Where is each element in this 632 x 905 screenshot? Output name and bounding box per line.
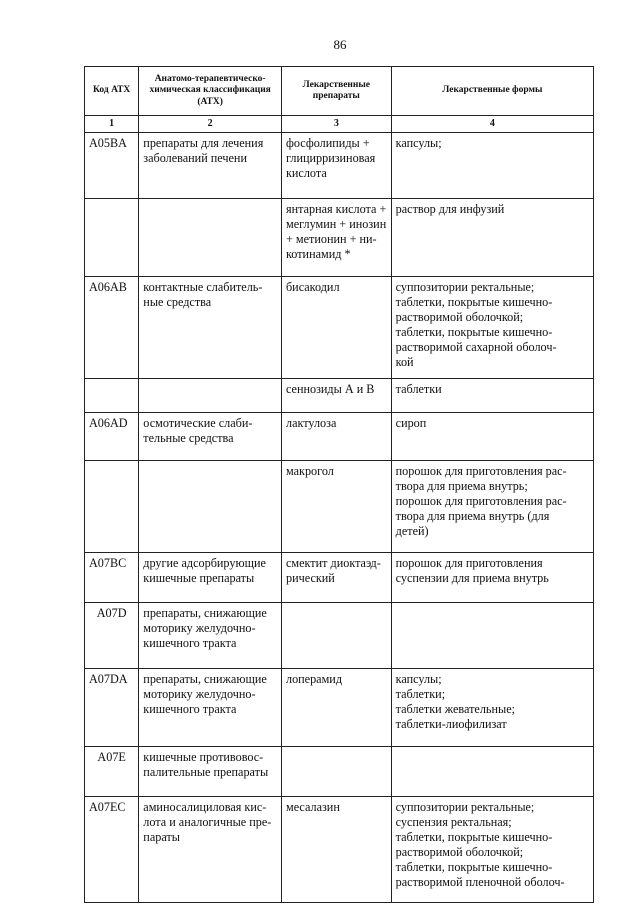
cell-text-line: таблетки жевательные;: [395, 702, 515, 716]
cell-text-line: таблетки: [395, 382, 442, 396]
cell-text-line: раствор для инфузий: [395, 202, 505, 216]
cell-text-line: порошок для приготовления рас-: [395, 494, 567, 508]
cell-text-line: аминосалициловая кис-: [143, 800, 267, 814]
cell-text-line: ные средства: [143, 295, 212, 309]
page-number: 86: [333, 37, 347, 52]
drug-cell: [281, 603, 391, 669]
column-number-row: [85, 116, 594, 133]
atc-classification-cell: [139, 669, 282, 747]
dosage-form-cell: [391, 133, 593, 199]
cell-text-line: лоперамид: [285, 672, 343, 686]
cell-text-line: кишечного тракта: [143, 636, 237, 650]
atc-classification-cell: [139, 603, 282, 669]
column-number: 2: [139, 116, 282, 133]
atc-drug-table: [84, 66, 594, 903]
dosage-form-cell: [391, 461, 593, 553]
column-number: 3: [281, 116, 391, 133]
cell-text-line: капсулы;: [395, 672, 442, 686]
drug-cell: [281, 797, 391, 903]
header-atc-classification: Анатомо-терапевтическо-химическая классификация (АТХ): [139, 67, 282, 116]
cell-text-line: растворимой оболочкой;: [395, 310, 524, 324]
cell-text-line: лактулоза: [285, 416, 337, 430]
cell-text-line: смектит диоктаэд-: [285, 556, 381, 570]
dosage-form-cell: [391, 553, 593, 603]
cell-text-line: суппозитории ректальные;: [395, 280, 535, 294]
cell-text-line: котинамид *: [285, 247, 351, 261]
drug-cell: [281, 277, 391, 379]
cell-text-line: параты: [143, 830, 180, 844]
cell-text-line: суспензия ректальная;: [395, 815, 512, 829]
cell-text-line: таблетки, покрытые кишечно-: [395, 325, 553, 339]
cell-text-line: капсулы;: [395, 136, 442, 150]
drug-cell: [281, 553, 391, 603]
atc-code-cell: A07E: [85, 747, 139, 797]
header-dosage-forms: Лекарственные формы: [391, 67, 593, 116]
table-row: [85, 797, 594, 903]
cell-text-line: рический: [285, 571, 335, 585]
cell-text-line: таблетки-лиофилизат: [395, 717, 507, 731]
table-row: [85, 413, 594, 461]
drug-cell: [281, 133, 391, 199]
column-number: 1: [85, 116, 139, 133]
cell-text-line: препараты для лечения: [143, 136, 264, 150]
atc-code-cell: [85, 199, 139, 277]
atc-code-cell: A06AD: [85, 413, 139, 461]
atc-code-cell: [85, 379, 139, 413]
cell-text-line: месалазин: [285, 800, 340, 814]
header-drugs: Лекарственные препараты: [281, 67, 391, 116]
dosage-form-cell: [391, 797, 593, 903]
atc-classification-cell: [139, 413, 282, 461]
dosage-form-cell: [391, 379, 593, 413]
atc-classification-cell: [139, 199, 282, 277]
atc-classification-cell: [139, 277, 282, 379]
column-number: 4: [391, 116, 593, 133]
dosage-form-cell: [391, 669, 593, 747]
atc-classification-cell: [139, 379, 282, 413]
cell-text-line: глицирризиновая: [285, 151, 376, 165]
atc-code-cell: A07DA: [85, 669, 139, 747]
cell-text-line: твора для приема внутрь (для: [395, 509, 550, 523]
cell-text-line: порошок для приготовления: [395, 556, 543, 570]
cell-text-line: меглумин + инозин: [285, 217, 387, 231]
atc-classification-cell: [139, 747, 282, 797]
cell-text-line: суппозитории ректальные;: [395, 800, 535, 814]
atc-code-cell: A07D: [85, 603, 139, 669]
atc-code-cell: A05BA: [85, 133, 139, 199]
dosage-form-cell: [391, 603, 593, 669]
drug-cell: [281, 461, 391, 553]
atc-code-cell: [85, 461, 139, 553]
cell-text-line: фосфолипиды +: [285, 136, 370, 150]
table-row: [85, 379, 594, 413]
table-row: [85, 553, 594, 603]
drug-cell: [281, 669, 391, 747]
cell-text-line: таблетки, покрытые кишечно-: [395, 830, 553, 844]
cell-text-line: кислота: [285, 166, 327, 180]
cell-text-line: бисакодил: [285, 280, 340, 294]
drug-cell: [281, 199, 391, 277]
cell-text-line: другие адсорбирующие: [143, 556, 266, 570]
drug-cell: [281, 413, 391, 461]
cell-text-line: таблетки, покрытые кишечно-: [395, 860, 553, 874]
cell-text-line: янтарная кислота +: [285, 202, 387, 216]
atc-classification-cell: [139, 797, 282, 903]
cell-text-line: твора для приема внутрь;: [395, 479, 528, 493]
atc-code-cell: A07BC: [85, 553, 139, 603]
cell-text-line: растворимой пленочной оболоч-: [395, 875, 565, 889]
header-atc-code: Код АТХ: [85, 67, 139, 116]
table-row: [85, 747, 594, 797]
atc-classification-cell: [139, 133, 282, 199]
table-body: [85, 133, 594, 903]
cell-text-line: контактные слабитель-: [143, 280, 263, 294]
dosage-form-cell: [391, 199, 593, 277]
cell-text-line: сеннозиды А и В: [285, 382, 375, 396]
cell-text-line: макрогол: [285, 464, 334, 478]
atc-code-cell: A06AB: [85, 277, 139, 379]
cell-text-line: моторику желудочно-: [143, 687, 256, 701]
cell-text-line: суспензии для приема внутрь: [395, 571, 549, 585]
cell-text-line: растворимой сахарной оболоч-: [395, 340, 557, 354]
cell-text-line: препараты, снижающие: [143, 672, 267, 686]
cell-text-line: кишечного тракта: [143, 702, 237, 716]
dosage-form-cell: [391, 413, 593, 461]
cell-text-line: кишечные противовос-: [143, 750, 264, 764]
table-row: [85, 133, 594, 199]
cell-text-line: таблетки;: [395, 687, 446, 701]
table-row: [85, 199, 594, 277]
table-row: [85, 603, 594, 669]
table-row: [85, 669, 594, 747]
cell-text-line: лота и аналогичные пре-: [143, 815, 272, 829]
atc-classification-cell: [139, 553, 282, 603]
cell-text-line: детей): [395, 524, 429, 538]
drug-cell: [281, 379, 391, 413]
cell-text-line: моторику желудочно-: [143, 621, 256, 635]
cell-text-line: растворимой оболочкой;: [395, 845, 524, 859]
cell-text-line: заболеваний печени: [143, 151, 247, 165]
dosage-form-cell: [391, 747, 593, 797]
table-row: [85, 461, 594, 553]
table-row: [85, 277, 594, 379]
dosage-form-cell: [391, 277, 593, 379]
cell-text-line: тельные средства: [143, 431, 234, 445]
cell-text-line: осмотические слаби-: [143, 416, 253, 430]
atc-code-cell: A07EC: [85, 797, 139, 903]
cell-text-line: палительные препараты: [143, 765, 269, 779]
cell-text-line: сироп: [395, 416, 427, 430]
cell-text-line: препараты, снижающие: [143, 606, 267, 620]
cell-text-line: порошок для приготовления рас-: [395, 464, 567, 478]
cell-text-line: + метионин + ни-: [285, 232, 377, 246]
cell-text-line: таблетки, покрытые кишечно-: [395, 295, 553, 309]
header-row: [85, 67, 594, 116]
cell-text-line: кой: [395, 355, 414, 369]
drug-cell: [281, 747, 391, 797]
atc-classification-cell: [139, 461, 282, 553]
cell-text-line: кишечные препараты: [143, 571, 255, 585]
